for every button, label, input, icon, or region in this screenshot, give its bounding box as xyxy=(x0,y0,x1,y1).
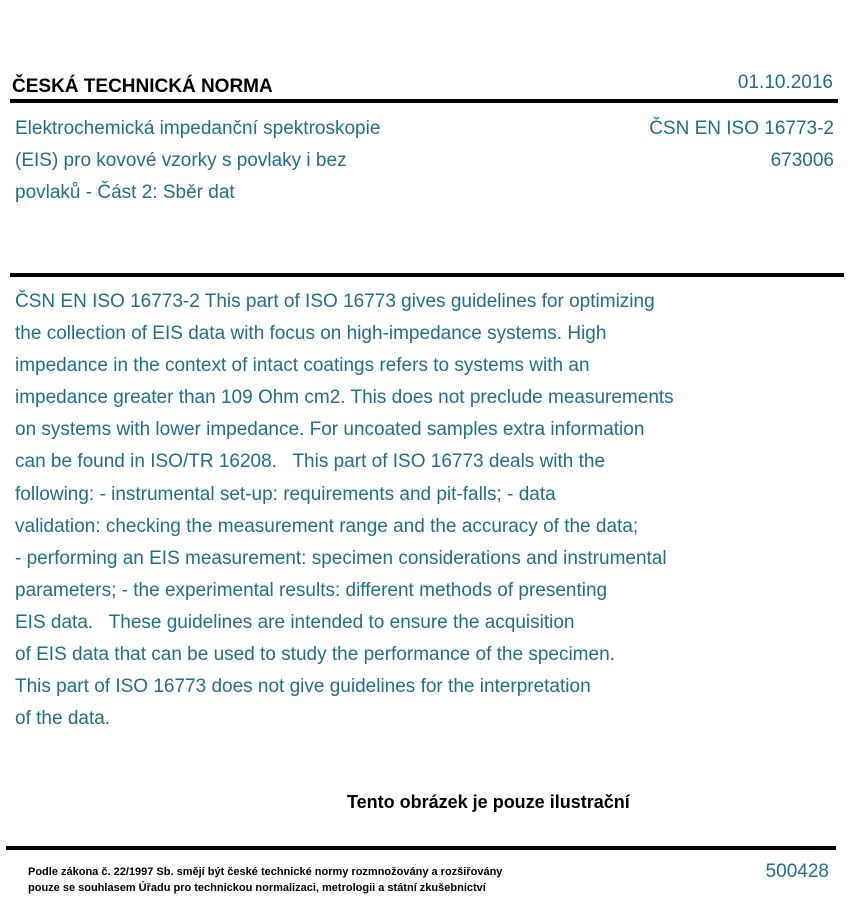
abstract-line: - performing an EIS measurement: specimen considerations and instrumental xyxy=(15,547,667,569)
standard-title-line: povlaků - Část 2: Sběr dat xyxy=(15,182,235,203)
abstract-line: parameters; - the experimental results: different methods of presenting xyxy=(15,579,608,601)
standard-title xyxy=(15,113,455,209)
abstract-line: following: - instrumental set-up: requirements and pit-falls; - data xyxy=(15,483,556,505)
abstract-line: ČSN EN ISO 16773-2 This part of ISO 16773 gives guidelines for optimizing xyxy=(15,291,655,312)
abstract-line: EIS data. These guidelines are intended to ensure the acquisition xyxy=(15,611,575,633)
legal-line: Podle zákona č. 22/1997 Sb. smějí být české technické normy rozmnožovány a rozšiřovány xyxy=(28,866,503,878)
abstract-line: can be found in ISO/TR 16208. This part of ISO 16773 deals with the xyxy=(15,451,606,473)
standard-code-block xyxy=(649,113,834,177)
bottom-divider xyxy=(6,846,836,850)
abstract-line: the collection of EIS data with focus on high-impedance systems. High xyxy=(15,323,607,345)
abstract-line: impedance greater than 109 Ohm cm2. This does not preclude measurements xyxy=(15,387,674,409)
top-divider xyxy=(10,99,838,103)
header-date: 01.10.2016 xyxy=(737,72,833,93)
abstract-line: impedance in the context of intact coatings refers to systems with an xyxy=(15,355,590,377)
abstract-line: of the data. xyxy=(15,708,111,730)
abstract-line: This part of ISO 16773 does not give guidelines for the interpretation xyxy=(15,676,591,698)
abstract-line: on systems with lower impedance. For uncoated samples extra information xyxy=(15,419,645,441)
middle-divider xyxy=(10,273,844,277)
standard-title-line: (EIS) pro kovové vzorky s povlaky i bez xyxy=(15,150,347,171)
abstract xyxy=(15,286,805,735)
standard-class-number: 673006 xyxy=(770,150,834,171)
standard-code: ČSN EN ISO 16773-2 xyxy=(649,118,834,139)
abstract-line: of EIS data that can be used to study the performance of the specimen. xyxy=(15,644,615,666)
abstract-line: validation: checking the measurement range and the accuracy of the data; xyxy=(15,515,639,537)
header-title: ČESKÁ TECHNICKÁ NORMA xyxy=(12,76,273,97)
document-number: 500428 xyxy=(765,861,829,882)
illustrative-note: Tento obrázek je pouze ilustrační xyxy=(347,792,630,812)
legal-line: pouze se souhlasem Úřadu pro technickou normalizaci, metrologii a státní zkušebnictví xyxy=(28,882,486,894)
standard-title-line: Elektrochemická impedanční spektroskopie xyxy=(15,118,381,139)
legal-notice xyxy=(28,864,502,896)
